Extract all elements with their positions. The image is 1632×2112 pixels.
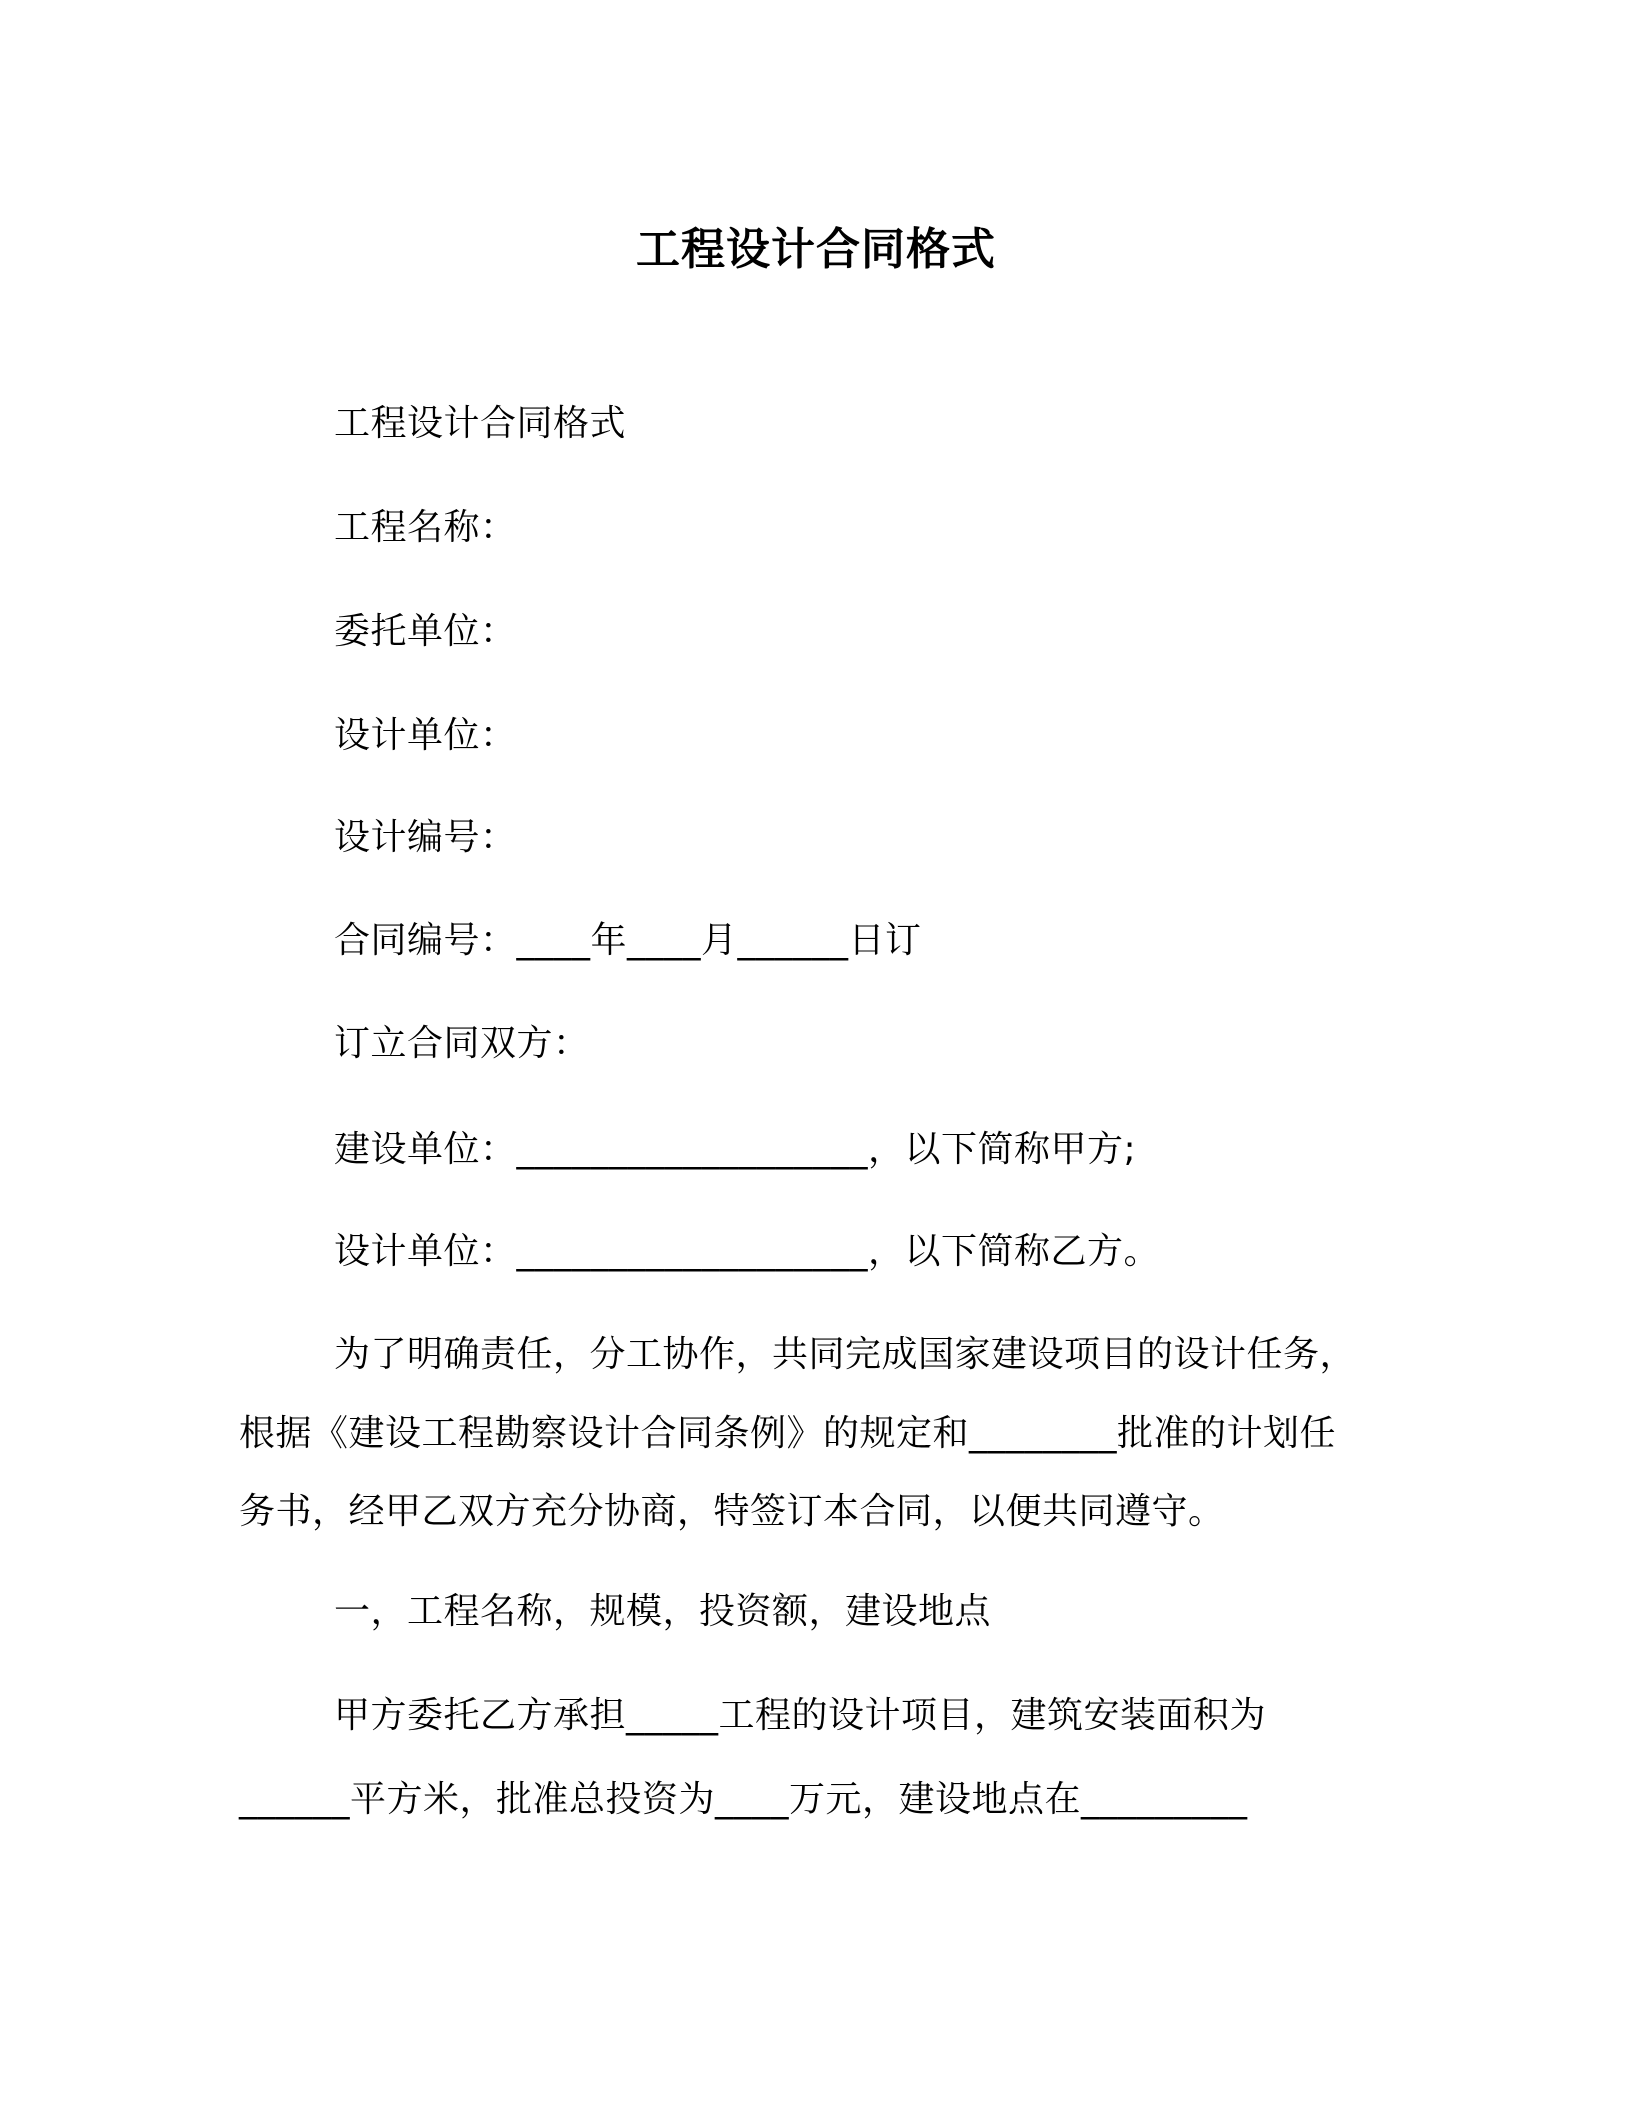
design-unit-line: 设计单位：: [334, 715, 517, 756]
section-one-line-2: ______平方米，批准总投资为____万元，建设地点在_________: [239, 1779, 1248, 1820]
section-one-heading: 一，工程名称，规模，投资额，建设地点: [334, 1591, 992, 1632]
preamble-line-2: 根据《建设工程勘察设计合同条例》的规定和________批准的计划任: [239, 1413, 1337, 1454]
document-title: 工程设计合同格式: [636, 224, 996, 275]
contract-number-line: 合同编号：____年____月______日订: [334, 920, 922, 961]
preamble-line-1: 为了明确责任，分工协作，共同完成国家建设项目的设计任务，: [334, 1334, 1357, 1375]
preamble-line-3: 务书，经甲乙双方充分协商，特签订本合同，以便共同遵守。: [239, 1491, 1225, 1532]
contract-parties-line: 订立合同双方：: [334, 1023, 590, 1064]
section-one-line-1: 甲方委托乙方承担_____工程的设计项目，建筑安装面积为: [334, 1695, 1267, 1736]
client-unit-line: 委托单位：: [334, 611, 517, 652]
design-number-line: 设计编号：: [334, 817, 517, 858]
subtitle-line: 工程设计合同格式: [334, 403, 627, 444]
party-b-line: 设计单位：___________________，以下简称乙方。: [334, 1231, 1161, 1272]
project-name-line: 工程名称：: [334, 507, 517, 548]
party-a-line: 建设单位：___________________，以下简称甲方;: [334, 1129, 1137, 1170]
